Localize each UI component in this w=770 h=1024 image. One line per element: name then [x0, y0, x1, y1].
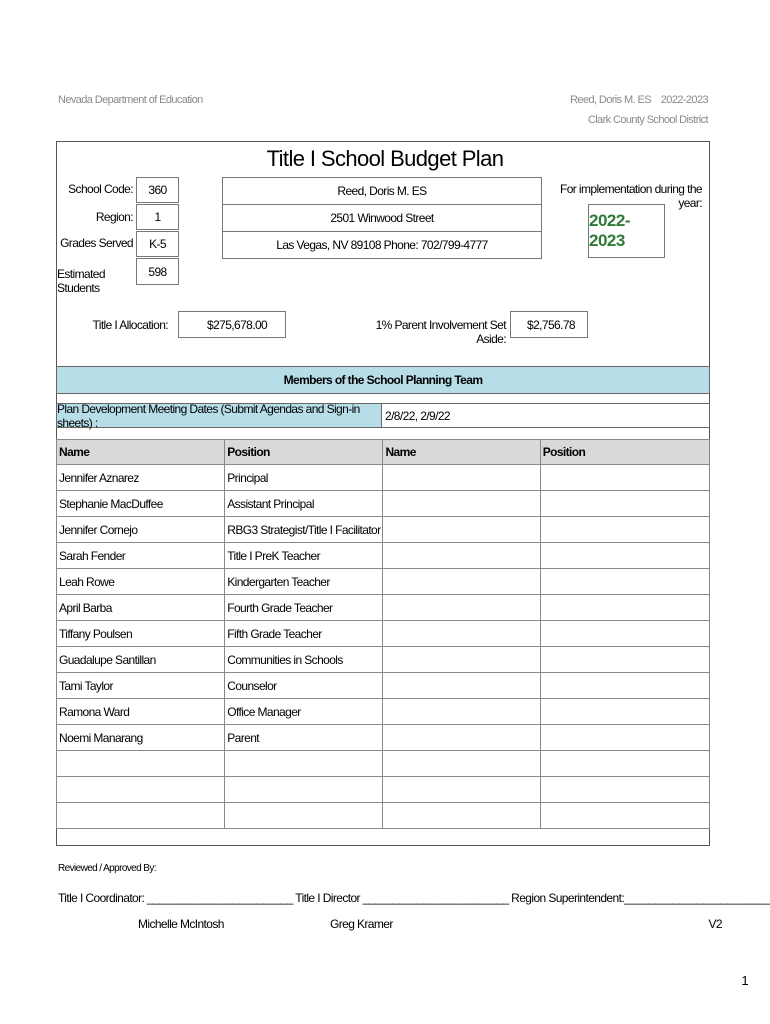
table-row	[57, 699, 710, 725]
member-position-2	[540, 777, 709, 803]
member-name: Guadalupe Santillan	[57, 647, 225, 673]
column-header-position-2: Position	[540, 440, 709, 465]
member-position	[225, 751, 383, 777]
member-name	[57, 777, 225, 803]
member-name: Tiffany Poulsen	[57, 621, 225, 647]
table-header-row	[57, 440, 710, 465]
member-position	[225, 803, 383, 829]
parent-involvement-label: 1% Parent Involvement Set Aside:	[375, 318, 506, 346]
agency-name: Nevada Department of Education	[58, 94, 203, 106]
member-name: Ramona Ward	[57, 699, 225, 725]
page-title: Title I School Budget Plan	[266, 146, 504, 171]
member-name-2	[383, 751, 540, 777]
signoff-line: Title I Coordinator: ________________________ Title I Director ________________________ Region Superintendent:________________________	[58, 891, 770, 905]
implementation-label: For implementation during the year:	[559, 182, 702, 210]
meeting-dates-label: Plan Development Meeting Dates (Submit Agendas and Sign-in sheets) :	[56, 403, 382, 428]
table-row	[57, 777, 710, 803]
table-row	[57, 465, 710, 491]
page-number: 1	[741, 973, 748, 988]
member-position-2	[540, 595, 709, 621]
member-name-2	[383, 569, 540, 595]
allocation-value: $275,678.00	[178, 311, 286, 338]
parent-involvement-value: $2,756.78	[510, 311, 588, 338]
member-name: Noemi Manarang	[57, 725, 225, 751]
table-row	[57, 569, 710, 595]
member-name-2	[383, 673, 540, 699]
planning-team-table	[56, 439, 710, 829]
member-name: Sarah Fender	[57, 543, 225, 569]
member-name-2	[383, 803, 540, 829]
member-position-2	[540, 543, 709, 569]
table-row	[57, 803, 710, 829]
column-header-name-2: Name	[383, 440, 540, 465]
school-year-header: Reed, Doris M. ES 2022-2023	[570, 94, 708, 106]
table-row	[57, 595, 710, 621]
table-row	[57, 517, 710, 543]
member-position	[225, 777, 383, 803]
member-position-2	[540, 699, 709, 725]
school-name: Reed, Doris M. ES	[222, 177, 542, 205]
member-name: Tami Taylor	[57, 673, 225, 699]
member-name-2	[383, 491, 540, 517]
member-position: Communities in Schools	[225, 647, 383, 673]
member-name	[57, 751, 225, 777]
school-address: 2501 Winwood Street	[222, 204, 542, 232]
member-name	[57, 803, 225, 829]
grades-label: Grades Served	[60, 236, 133, 250]
member-name-2	[383, 647, 540, 673]
member-position: Office Manager	[225, 699, 383, 725]
member-position-2	[540, 517, 709, 543]
implementation-year: 2022-2023	[588, 204, 665, 258]
member-name-2	[383, 595, 540, 621]
version-label: V2	[708, 917, 722, 931]
school-code-label: School Code:	[68, 182, 133, 196]
region-value: 1	[136, 204, 179, 230]
member-name: Stephanie MacDuffee	[57, 491, 225, 517]
grades-value: K-5	[136, 231, 179, 257]
meeting-dates-value: 2/8/22, 2/9/22	[382, 403, 710, 428]
member-position: Assistant Principal	[225, 491, 383, 517]
school-code-value: 360	[136, 177, 179, 203]
member-position: Kindergarten Teacher	[225, 569, 383, 595]
reviewed-label: Reviewed / Approved By:	[58, 863, 156, 874]
table-row	[57, 543, 710, 569]
planning-team-rows	[57, 465, 710, 829]
member-position-2	[540, 465, 709, 491]
member-name: April Barba	[57, 595, 225, 621]
column-header-position: Position	[225, 440, 383, 465]
table-row	[57, 647, 710, 673]
students-label: Estimated Students	[57, 267, 105, 295]
member-name-2	[383, 465, 540, 491]
member-name-2	[383, 699, 540, 725]
member-name-2	[383, 543, 540, 569]
table-row	[57, 621, 710, 647]
member-position-2	[540, 491, 709, 517]
member-name: Jennifer Cornejo	[57, 517, 225, 543]
students-value: 598	[136, 258, 179, 285]
member-name-2	[383, 621, 540, 647]
district-name: Clark County School District	[587, 114, 708, 126]
member-name: Jennifer Aznarez	[57, 465, 225, 491]
planning-team-heading: Members of the School Planning Team	[56, 366, 710, 394]
member-position-2	[540, 751, 709, 777]
table-row	[57, 725, 710, 751]
member-position-2	[540, 725, 709, 751]
column-header-name: Name	[57, 440, 225, 465]
table-row	[57, 673, 710, 699]
allocation-label: Title I Allocation:	[92, 318, 168, 332]
region-label: Region:	[95, 210, 133, 224]
member-name-2	[383, 725, 540, 751]
member-position-2	[540, 621, 709, 647]
member-position-2	[540, 673, 709, 699]
member-position: RBG3 Strategist/Title I Facilitator	[225, 517, 383, 543]
table-row	[57, 491, 710, 517]
member-position-2	[540, 647, 709, 673]
table-row	[57, 751, 710, 777]
member-name-2	[383, 517, 540, 543]
member-position-2	[540, 569, 709, 595]
member-position: Fourth Grade Teacher	[225, 595, 383, 621]
member-position: Parent	[225, 725, 383, 751]
director-name: Greg Kramer	[330, 917, 393, 931]
member-position: Principal	[225, 465, 383, 491]
member-name: Leah Rowe	[57, 569, 225, 595]
member-position: Fifth Grade Teacher	[225, 621, 383, 647]
member-position-2	[540, 803, 709, 829]
coordinator-name: Michelle McIntosh	[138, 917, 224, 931]
member-position: Counselor	[225, 673, 383, 699]
member-name-2	[383, 777, 540, 803]
school-city-phone: Las Vegas, NV 89108 Phone: 702/799-4777	[222, 231, 542, 259]
member-position: Title I PreK Teacher	[225, 543, 383, 569]
